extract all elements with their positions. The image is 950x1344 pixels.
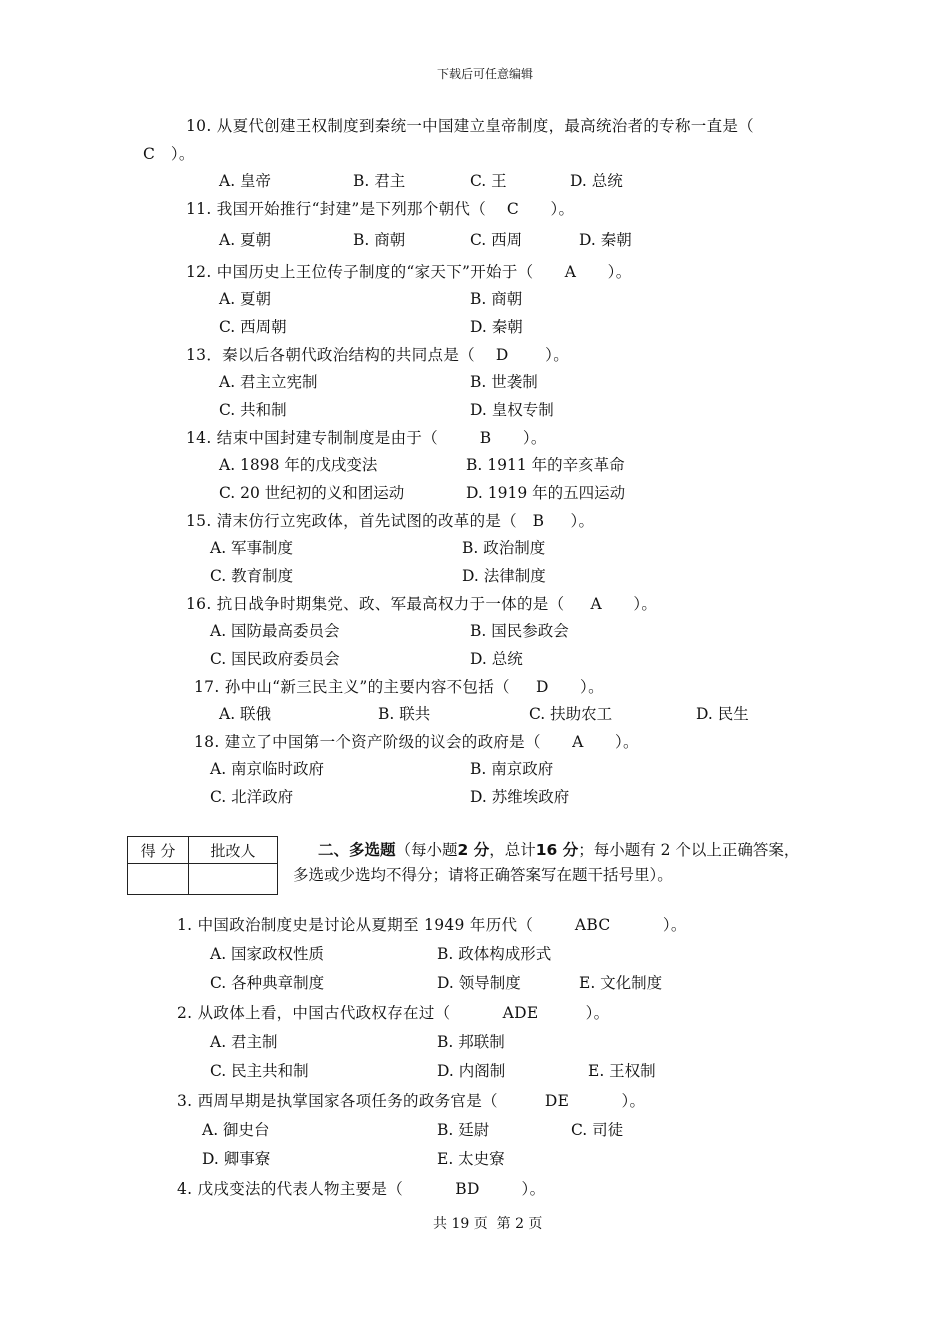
m2-option-c: C. 民主共和制 xyxy=(210,1062,309,1080)
question-15-stem: 15. 清末仿行立宪政体，首先试图的改革的是（ B ）。 xyxy=(186,512,595,530)
grader-header: 批改人 xyxy=(189,837,278,864)
q10-option-c: C. 王 xyxy=(470,172,507,190)
q15-option-d: D. 法律制度 xyxy=(462,567,546,585)
section-desc-line-2: 多选或少选均不得分；请将正确答案写在题干括号里）。 xyxy=(293,866,673,884)
q10-option-b: B. 君主 xyxy=(353,172,406,190)
m1-option-a: A. 国家政权性质 xyxy=(210,945,325,963)
score-table xyxy=(127,836,278,895)
q13-option-d: D. 皇权专制 xyxy=(470,401,554,419)
q12-option-a: A. 夏朝 xyxy=(219,290,272,308)
q13-option-c: C. 共和制 xyxy=(219,401,287,419)
m1-option-d: D. 领导制度 xyxy=(437,974,521,992)
q12-option-d: D. 秦朝 xyxy=(470,318,523,336)
q11-option-c: C. 西周 xyxy=(470,231,523,249)
q11-option-a: A. 夏朝 xyxy=(219,231,272,249)
section-points-total: 16 分 xyxy=(535,841,579,859)
q17-option-d: D. 民生 xyxy=(696,705,749,723)
question-11-stem: 11. 我国开始推行“封建”是下列那个朝代（ C ）。 xyxy=(186,200,575,218)
grader-cell[interactable] xyxy=(189,864,278,895)
question-10-answer-line: C ）。 xyxy=(143,145,195,163)
q18-option-d: D. 苏维埃政府 xyxy=(470,788,570,806)
m1-option-b: B. 政体构成形式 xyxy=(437,945,552,963)
m3-option-d: D. 卿事寮 xyxy=(202,1150,271,1168)
m3-option-b: B. 廷尉 xyxy=(437,1121,490,1139)
q14-option-d: D. 1919 年的五四运动 xyxy=(466,484,626,502)
m3-option-c: C. 司徒 xyxy=(571,1121,624,1139)
q12-option-c: C. 西周朝 xyxy=(219,318,287,336)
m1-option-c: C. 各种典章制度 xyxy=(210,974,325,992)
q16-option-d: D. 总统 xyxy=(470,650,523,668)
q18-option-a: A. 南京临时政府 xyxy=(210,760,325,778)
m2-option-d: D. 内阁制 xyxy=(437,1062,506,1080)
m2-option-b: B. 邦联制 xyxy=(437,1033,505,1051)
q18-option-b: B. 南京政府 xyxy=(470,760,554,778)
section-desc-part-c: ；每小题有 2 个以上正确答案， xyxy=(578,841,800,859)
question-14-stem: 14. 结束中国封建专制制度是由于（ B ）。 xyxy=(186,429,547,447)
question-17-stem: 17. 孙中山“新三民主义”的主要内容不包括（ D ）。 xyxy=(194,678,604,696)
section-desc-part-b: ，总计 xyxy=(489,841,536,859)
q14-option-c: C. 20 世纪初的义和团运动 xyxy=(219,484,405,502)
q16-option-b: B. 国民参政会 xyxy=(470,622,569,640)
m2-option-e: E. 王权制 xyxy=(588,1062,656,1080)
multi-question-2-stem: 2. 从政体上看，中国古代政权存在过（ ADE ）。 xyxy=(177,1004,610,1022)
section-title: 二、多选题 xyxy=(318,841,396,859)
q14-option-b: B. 1911 年的辛亥革命 xyxy=(466,456,625,474)
multi-question-1-stem: 1. 中国政治制度史是讨论从夏期至 1949 年历代（ ABC ）。 xyxy=(177,916,687,934)
multi-question-3-stem: 3. 西周早期是执掌国家各项任务的政务官是（ DE ）。 xyxy=(177,1092,646,1110)
question-16-stem: 16. 抗日战争时期集党、政、军最高权力于一体的是（ A ）。 xyxy=(186,595,658,613)
q13-option-a: A. 君主立宪制 xyxy=(219,373,318,391)
q12-option-b: B. 商朝 xyxy=(470,290,523,308)
q11-option-b: B. 商朝 xyxy=(353,231,406,249)
page-footer: 共 19 页 第 2 页 xyxy=(433,1216,543,1232)
section-points-each: 2 分 xyxy=(457,841,490,859)
section-heading xyxy=(318,843,799,859)
score-cell[interactable] xyxy=(128,864,189,895)
q11-option-d: D. 秦朝 xyxy=(579,231,632,249)
m3-option-e: E. 太史寮 xyxy=(437,1150,505,1168)
q17-option-b: B. 联共 xyxy=(378,705,431,723)
q15-option-a: A. 军事制度 xyxy=(210,539,294,557)
page-header: 下载后可任意编辑 xyxy=(437,67,534,81)
q17-option-c: C. 扶助农工 xyxy=(529,705,613,723)
score-header: 得 分 xyxy=(128,837,189,864)
section-desc-part-a: （每小题 xyxy=(395,841,458,859)
q18-option-c: C. 北洋政府 xyxy=(210,788,294,806)
q17-option-a: A. 联俄 xyxy=(219,705,272,723)
question-18-stem: 18. 建立了中国第一个资产阶级的议会的政府是（ A ）。 xyxy=(194,733,639,751)
q15-option-c: C. 教育制度 xyxy=(210,567,294,585)
q15-option-b: B. 政治制度 xyxy=(462,539,546,557)
q16-option-c: C. 国民政府委员会 xyxy=(210,650,340,668)
m1-option-e: E. 文化制度 xyxy=(579,974,663,992)
m2-option-a: A. 君主制 xyxy=(210,1033,278,1051)
m3-option-a: A. 御史台 xyxy=(202,1121,270,1139)
question-13-stem: 13．秦以后各朝代政治结构的共同点是（ D ）。 xyxy=(186,346,569,364)
q14-option-a: A. 1898 年的戊戌变法 xyxy=(219,456,378,474)
q13-option-b: B. 世袭制 xyxy=(470,373,538,391)
q10-option-d: D. 总统 xyxy=(570,172,623,190)
multi-question-4-stem: 4. 戊戌变法的代表人物主要是（ BD ）。 xyxy=(177,1180,546,1198)
q10-option-a: A. 皇帝 xyxy=(219,172,272,190)
question-10-stem: 10. 从夏代创建王权制度到秦统一中国建立皇帝制度，最高统治者的专称一直是（ xyxy=(186,117,754,135)
q16-option-a: A. 国防最高委员会 xyxy=(210,622,340,640)
question-12-stem: 12. 中国历史上王位传子制度的“家天下”开始于（ A ）。 xyxy=(186,263,632,281)
